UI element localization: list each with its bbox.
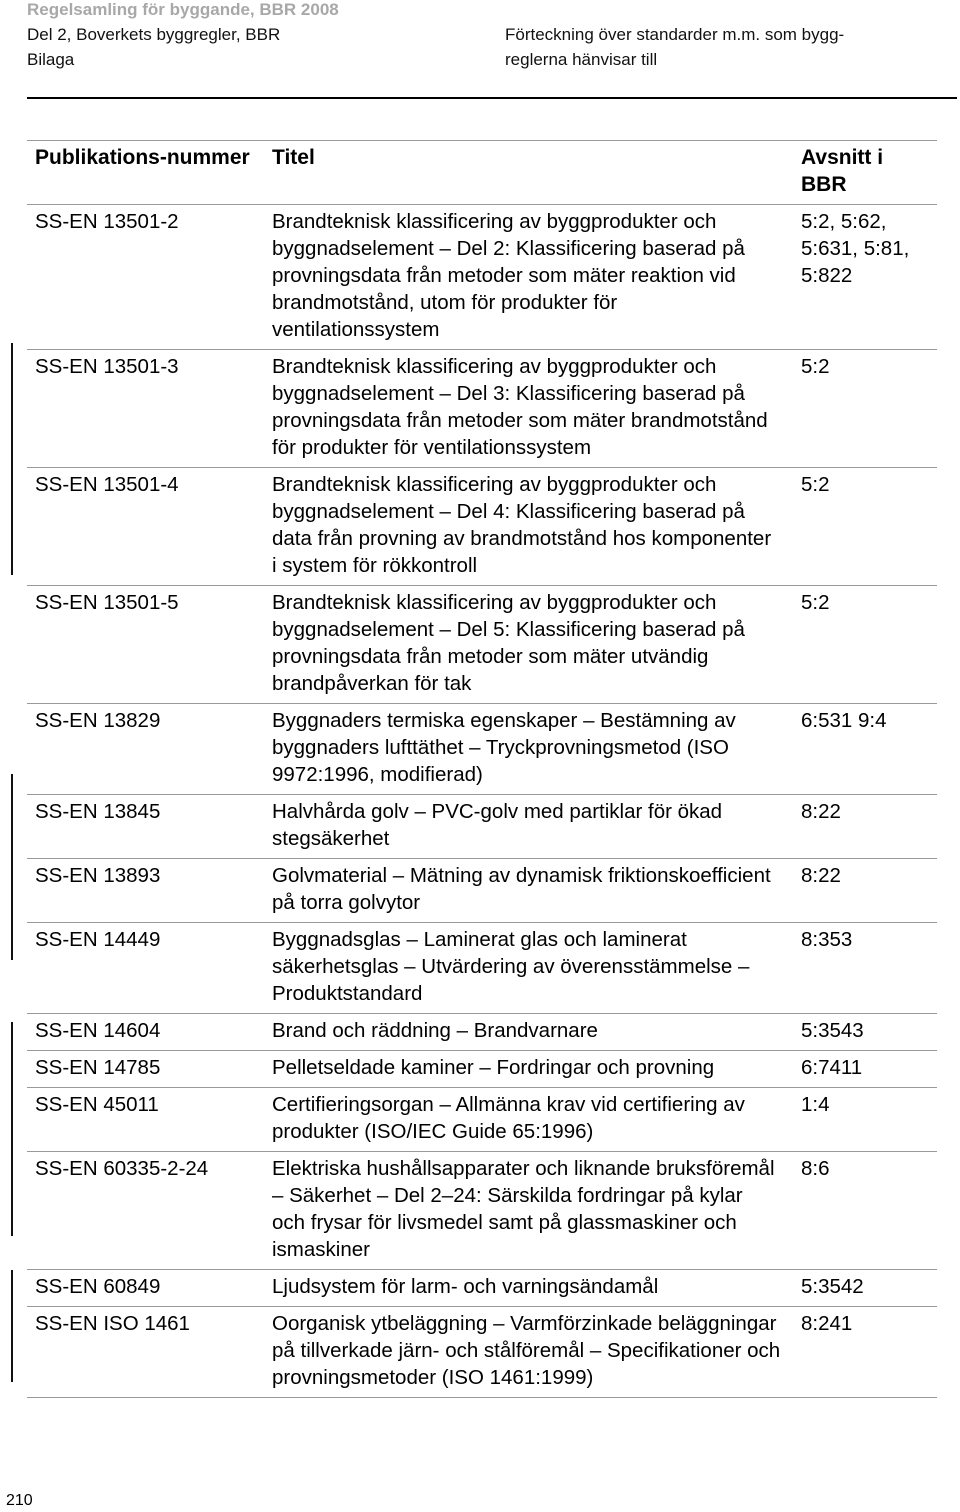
- table-row: [27, 205, 937, 350]
- table-row: [27, 468, 937, 586]
- publication-number: SS-EN 13501-5: [35, 591, 179, 614]
- header-left-line1: Del 2, Boverkets byggregler, BBR: [27, 25, 281, 44]
- table-header-row: [27, 141, 937, 205]
- bbr-section: 5:2: [801, 473, 830, 496]
- bbr-section: 6:7411: [801, 1056, 863, 1079]
- publication-number: SS-EN 13501-3: [35, 355, 179, 378]
- publication-title: Halvhårda golv – PVC-golv med partiklar för ökad stegsäkerhet: [272, 800, 723, 850]
- publication-number: SS-EN 13845: [35, 800, 161, 823]
- table-row: [27, 704, 937, 795]
- publication-title: Pelletseldade kaminer – Fordringar och provning: [272, 1056, 715, 1079]
- header-right-line1: Förteckning över standarder m.m. som bygg-: [505, 25, 845, 44]
- change-bar: [11, 343, 13, 575]
- publication-number: SS-EN 60335-2-24: [35, 1157, 209, 1180]
- publication-number: SS-EN 13501-2: [35, 210, 179, 233]
- bbr-section: 6:531 9:4: [801, 709, 887, 732]
- column-header-title: Titel: [272, 146, 315, 169]
- header-left-line2: Bilaga: [27, 50, 75, 69]
- publication-number: SS-EN ISO 1461: [35, 1312, 190, 1335]
- publication-title: Brandteknisk klassificering av byggprodukter och byggnadselement – Del 4: Klassificering baserad på data från provning av brandmotstånd hos komponenter i system för rökkontroll: [272, 473, 772, 577]
- table-row: [27, 1014, 937, 1051]
- bbr-section: 5:2, 5:62, 5:631, 5:81, 5:822: [801, 210, 910, 287]
- publication-title: Byggnaders termiska egenskaper – Bestämning av byggnaders lufttäthet – Tryckprovningsmetod (ISO 9972:1996, modifierad): [272, 709, 736, 786]
- bbr-section: 8:22: [801, 864, 841, 887]
- publication-number: SS-EN 13829: [35, 709, 161, 732]
- change-bar: [11, 1270, 13, 1382]
- bbr-section: 5:3543: [801, 1019, 864, 1042]
- header-left: [27, 22, 280, 72]
- publication-title: Ljudsystem för larm- och varningsändamål: [272, 1275, 659, 1298]
- publication-number: SS-EN 13501-4: [35, 473, 179, 496]
- header-rule: [27, 97, 957, 99]
- table-row: [27, 586, 937, 704]
- page-header: [27, 0, 957, 100]
- publication-number: SS-EN 60849: [35, 1275, 161, 1298]
- publication-number: SS-EN 14449: [35, 928, 161, 951]
- bbr-section: 8:241: [801, 1312, 853, 1335]
- publication-title: Oorganisk ytbeläggning – Varmförzinkade beläggningar på tillverkade järn- och stålföremål – Specifikationer och provningsmetoder (ISO 1461:1999): [272, 1312, 781, 1389]
- standards-table: [27, 140, 937, 1398]
- change-bar: [11, 774, 13, 960]
- column-header-number: Publikations-nummer: [35, 146, 250, 169]
- publication-title: Brandteknisk klassificering av byggprodukter och byggnadselement – Del 2: Klassificering baserad på provningsdata från metoder som mäter reaktion vid brandmotstånd, utom för produkter för ventilationssystem: [272, 210, 745, 341]
- publication-number: SS-EN 14604: [35, 1019, 161, 1042]
- bbr-section: 5:2: [801, 591, 830, 614]
- bbr-section: 8:6: [801, 1157, 830, 1180]
- publication-title: Byggnadsglas – Laminerat glas och laminerat säkerhetsglas – Utvärdering av överensstämmelse – Produktstandard: [272, 928, 750, 1005]
- bbr-section: 5:3542: [801, 1275, 864, 1298]
- document-title: Regelsamling för byggande, BBR 2008: [27, 0, 339, 19]
- bbr-section: 1:4: [801, 1093, 830, 1116]
- publication-title: Brandteknisk klassificering av byggprodukter och byggnadselement – Del 5: Klassificering baserad på provningsdata från metoder som mäter utvändig brandpåverkan för tak: [272, 591, 745, 695]
- header-right-line2: reglerna hänvisar till: [505, 50, 658, 69]
- publication-title: Brandteknisk klassificering av byggprodukter och byggnadselement – Del 3: Klassificering baserad på provningsdata från metoder som mäter brandmotstånd för produkter för ventilationssystem: [272, 355, 768, 459]
- change-bar: [11, 1022, 13, 1236]
- table-row: [27, 923, 937, 1014]
- table-row: [27, 1307, 937, 1398]
- bbr-section: 8:353: [801, 928, 853, 951]
- publication-number: SS-EN 13893: [35, 864, 161, 887]
- publication-title: Elektriska hushållsapparater och liknande bruksföremål – Säkerhet – Del 2–24: Särskilda fordringar på kylar och frysar för livsmedel samt på glassmaskiner och ismaskiner: [272, 1157, 775, 1261]
- publication-number: SS-EN 14785: [35, 1056, 161, 1079]
- table-row: [27, 350, 937, 468]
- table-row: [27, 1051, 937, 1088]
- bbr-section: 5:2: [801, 355, 830, 378]
- publication-title: Brand och räddning – Brandvarnare: [272, 1019, 598, 1042]
- table-row: [27, 1152, 937, 1270]
- publication-title: Certifieringsorgan – Allmänna krav vid certifiering av produkter (ISO/IEC Guide 65:1996): [272, 1093, 745, 1143]
- publication-title: Golvmaterial – Mätning av dynamisk friktionskoefficient på torra golvytor: [272, 864, 771, 914]
- column-header-section: Avsnitt i BBR: [801, 146, 884, 196]
- bbr-section: 8:22: [801, 800, 841, 823]
- table-row: [27, 1270, 937, 1307]
- table-row: [27, 795, 937, 859]
- page-number: 210: [6, 1492, 33, 1509]
- table-row: [27, 859, 937, 923]
- header-right: [505, 22, 844, 72]
- publication-number: SS-EN 45011: [35, 1093, 159, 1116]
- table-row: [27, 1088, 937, 1152]
